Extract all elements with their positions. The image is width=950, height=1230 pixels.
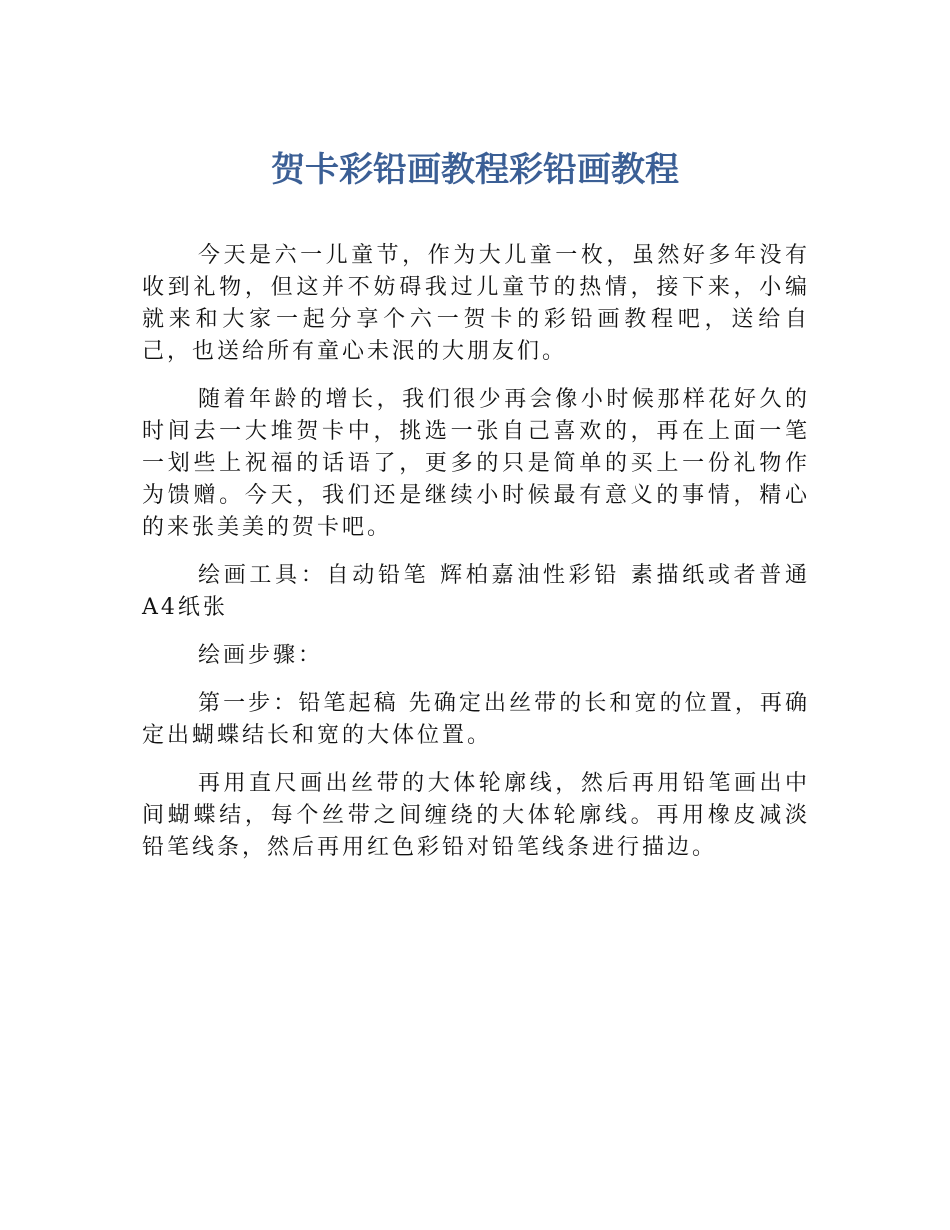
- paragraph-intro: 今天是六一儿童节，作为大儿童一枚，虽然好多年没有收到礼物，但这并不妨碍我过儿童节的热情，接下来，小编就来和大家一起分享个六一贺卡的彩铅画教程吧，送给自己，也送给所有童心未泯的大朋友们。: [142, 243, 810, 364]
- paragraph-tools: 绘画工具：自动铅笔 辉柏嘉油性彩铅 素描纸或者普通A4纸张: [142, 563, 810, 620]
- paragraph-memories: 随着年龄的增长，我们很少再会像小时候那样花好久的时间去一大堆贺卡中，挑选一张自己喜欢的，再在上面一笔一划些上祝福的话语了，更多的只是简单的买上一份礼物作为馈赠。今天，我们还是继续小时候最有意义的事情，精心的来张美美的贺卡吧。: [142, 387, 810, 540]
- document-body: [142, 240, 810, 880]
- document-title: 贺卡彩铅画教程彩铅画教程: [271, 150, 679, 190]
- paragraph-steps-heading: 绘画步骤：: [198, 643, 324, 668]
- paragraph-step-one: 第一步：铅笔起稿 先确定出丝带的长和宽的位置，再确定出蝴蝶结长和宽的大体位置。: [142, 691, 810, 748]
- paragraph-step-outline: 再用直尺画出丝带的大体轮廓线，然后再用铅笔画出中间蝴蝶结，每个丝带之间缠绕的大体轮廓线。再用橡皮减淡铅笔线条，然后再用红色彩铅对铅笔线条进行描边。: [142, 771, 810, 860]
